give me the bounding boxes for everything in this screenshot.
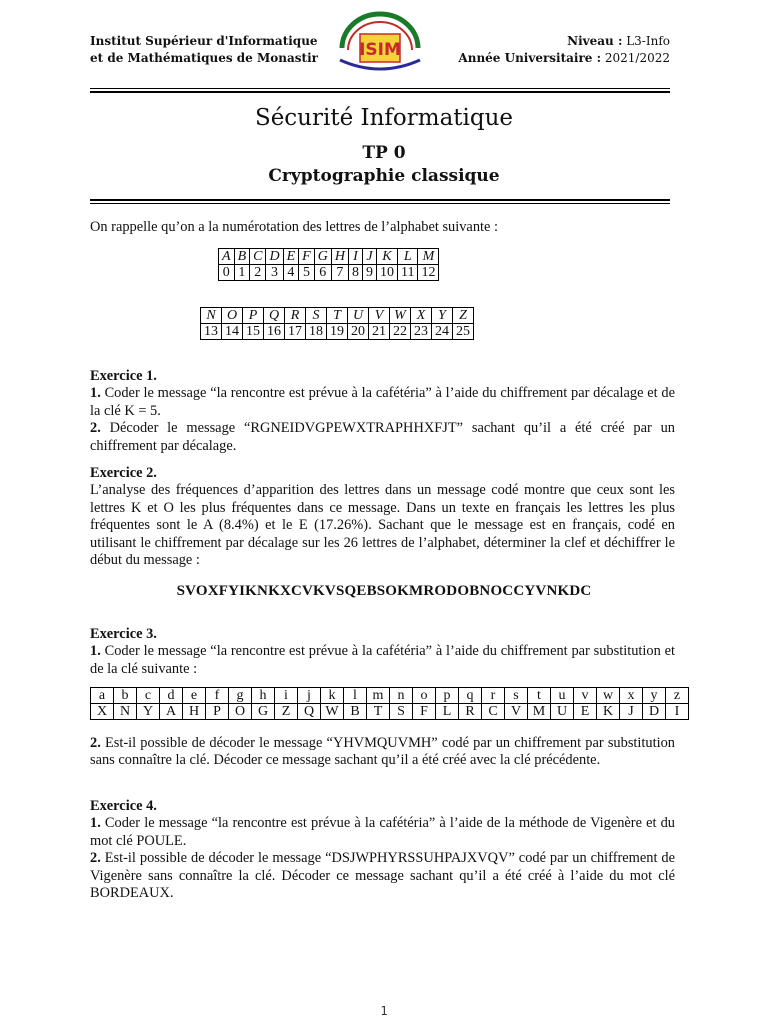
plain-row — [91, 688, 689, 704]
table-cell: K — [597, 704, 620, 720]
table-cell: y — [643, 688, 666, 704]
table-cell: 4 — [283, 265, 299, 281]
q-number: 1. — [90, 385, 101, 402]
letters-row — [201, 308, 474, 324]
table-cell: I — [348, 249, 362, 265]
table-cell: G — [252, 704, 275, 720]
table-cell: O — [222, 308, 243, 324]
table-cell: u — [551, 688, 574, 704]
table-cell: 7 — [331, 265, 348, 281]
table-cell: l — [344, 688, 367, 704]
table-cell: E — [574, 704, 597, 720]
table-cell: 19 — [327, 324, 348, 340]
table-cell: 25 — [453, 324, 474, 340]
table-cell: Q — [264, 308, 285, 324]
table-cell: h — [252, 688, 275, 704]
table-cell: 15 — [243, 324, 264, 340]
table-cell: 1 — [234, 265, 250, 281]
table-cell: w — [597, 688, 620, 704]
table-cell: 17 — [285, 324, 306, 340]
letters-row — [219, 249, 439, 265]
table-cell: W — [390, 308, 411, 324]
table-cell: 20 — [348, 324, 369, 340]
table-cell: b — [114, 688, 137, 704]
table-cell: X — [91, 704, 114, 720]
table-cell: X — [411, 308, 432, 324]
table-cell: P — [243, 308, 264, 324]
table-cell: J — [362, 249, 376, 265]
table-cell: 13 — [201, 324, 222, 340]
table-cell: z — [666, 688, 689, 704]
table-cell: 22 — [390, 324, 411, 340]
table-cell: 10 — [376, 265, 397, 281]
table-cell: Z — [453, 308, 474, 324]
isim-logo — [330, 8, 430, 78]
table-cell: N — [201, 308, 222, 324]
table-cell: 6 — [314, 265, 331, 281]
q-number: 1. — [90, 815, 101, 832]
table-cell: f — [206, 688, 229, 704]
table-cell: 3 — [266, 265, 283, 281]
table-cell: I — [666, 704, 689, 720]
table-cell: D — [266, 249, 283, 265]
table-cell: Y — [137, 704, 160, 720]
table-cell: W — [321, 704, 344, 720]
table-cell: G — [314, 249, 331, 265]
table-cell: Z — [275, 704, 298, 720]
table-cell: T — [367, 704, 390, 720]
table-cell: i — [275, 688, 298, 704]
table-cell: A — [160, 704, 183, 720]
table-cell: s — [505, 688, 528, 704]
table-cell: O — [229, 704, 252, 720]
exercise-2 — [90, 465, 675, 569]
header-rule-top — [90, 88, 670, 89]
table-cell: r — [482, 688, 505, 704]
q-text: Coder le message “la rencontre est prévue à la cafétéria” à l’aide de la méthode de Vigenère et du mot clé POULE. — [90, 815, 675, 849]
table-cell: L — [436, 704, 459, 720]
q-text: Est-il possible de décoder le message “YHVMQUVMH” codé par un chiffrement par substitution sans connaître la clé. Décoder ce message sachant qu’il a été créé avec la clé précédente. — [90, 735, 675, 769]
exercise-4-heading: Exercice 4. — [90, 798, 157, 814]
q-text: Est-il possible de décoder le message “DSJWPHYRSSUHPAJXVQV” codé par un chiffrement de Vigenère sans connaître la clé. Décoder ce message sachant qu’il a été créé à l’aide du mot clé BORDEAUX. — [90, 850, 675, 902]
table-cell: T — [327, 308, 348, 324]
tp-number: TP 0 — [362, 143, 406, 163]
table-cell: 21 — [369, 324, 390, 340]
q-text: Décoder le message “RGNEIDVGPEWXTRAPHHXFJT” sachant qu’il a été créé par un chiffrement par décalage. — [90, 420, 675, 454]
exercise-3-part-2 — [90, 735, 675, 770]
table-cell: U — [348, 308, 369, 324]
table-cell: L — [397, 249, 417, 265]
intro-text: On rappelle qu’on a la numérotation des lettres de l’alphabet suivante : — [90, 219, 498, 235]
table-cell: Q — [298, 704, 321, 720]
exercise-4-q1 — [90, 815, 675, 850]
exercise-1-q1 — [90, 385, 675, 420]
table-cell: M — [418, 249, 439, 265]
table-cell: e — [183, 688, 206, 704]
table-cell: m — [367, 688, 390, 704]
table-cell: d — [160, 688, 183, 704]
table-cell: t — [528, 688, 551, 704]
exercise-3-q2 — [90, 735, 675, 770]
niveau-line — [458, 33, 670, 50]
table-cell: A — [219, 249, 235, 265]
exercise-3-heading: Exercice 3. — [90, 626, 157, 642]
table-cell: 0 — [219, 265, 235, 281]
table-cell: D — [643, 704, 666, 720]
table-cell: U — [551, 704, 574, 720]
table-cell: 9 — [362, 265, 376, 281]
table-cell: 12 — [418, 265, 439, 281]
table-cell: v — [574, 688, 597, 704]
table-cell: R — [285, 308, 306, 324]
institute-line-2: et de Mathématiques de Monastir — [90, 51, 318, 65]
table-cell: 2 — [250, 265, 266, 281]
niveau-label: Niveau : — [567, 34, 623, 48]
table-cell: p — [436, 688, 459, 704]
table-cell: S — [390, 704, 413, 720]
institute-line-1: Institut Supérieur d'Informatique — [90, 34, 318, 48]
table-cell: H — [183, 704, 206, 720]
table-cell: M — [528, 704, 551, 720]
course-info — [458, 33, 670, 67]
tp-subtitle: Cryptographie classique — [268, 166, 500, 186]
table-cell: c — [137, 688, 160, 704]
table-cell: Y — [432, 308, 453, 324]
table-cell: n — [390, 688, 413, 704]
exercise-1-heading: Exercice 1. — [90, 368, 157, 384]
numbers-row — [201, 324, 474, 340]
table-cell: k — [321, 688, 344, 704]
key-row — [91, 704, 689, 720]
table-cell: a — [91, 688, 114, 704]
q-number: 2. — [90, 735, 101, 751]
numbers-row — [219, 265, 439, 281]
table-cell: H — [331, 249, 348, 265]
table-cell: 14 — [222, 324, 243, 340]
q-number: 2. — [90, 850, 101, 867]
q-number: 2. — [90, 420, 101, 437]
table-cell: x — [620, 688, 643, 704]
table-cell: E — [283, 249, 299, 265]
table-cell: 5 — [299, 265, 315, 281]
exercise-2-heading: Exercice 2. — [90, 465, 157, 481]
q-text: Coder le message “la rencontre est prévue à la cafétéria” à l’aide du chiffrement par décalage et de la clé K = 5. — [90, 385, 675, 419]
table-cell: 23 — [411, 324, 432, 340]
table-cell: 8 — [348, 265, 362, 281]
alphabet-table-1 — [218, 248, 439, 281]
table-cell: S — [306, 308, 327, 324]
institute-name — [90, 33, 318, 67]
exercise-1-q2 — [90, 420, 675, 455]
title-rule-top — [90, 199, 670, 201]
table-cell: 11 — [397, 265, 417, 281]
table-cell: B — [344, 704, 367, 720]
table-cell: N — [114, 704, 137, 720]
exercise-3-q1 — [90, 643, 675, 678]
table-cell: q — [459, 688, 482, 704]
table-cell: B — [234, 249, 250, 265]
title-rule-bottom — [90, 203, 670, 204]
table-cell: P — [206, 704, 229, 720]
page-number: 1 — [380, 1004, 388, 1018]
table-cell: 24 — [432, 324, 453, 340]
q-number: 1. — [90, 643, 101, 660]
annee-line — [458, 50, 670, 67]
substitution-key-table — [90, 687, 689, 720]
exercise-4 — [90, 798, 675, 902]
exercise-2-ciphertext: SVOXFYIKNKXCVKVSQEBSOKMRODOBNOCCYVNKDC — [176, 583, 592, 599]
document-title: Sécurité Informatique — [254, 105, 514, 131]
exercise-2-text: L’analyse des fréquences d’apparition des lettres dans un message codé montre que ceux sont les lettres K et O les plus fréquentes dans ce message. Dans un texte en français les lettres les plus fréquentes sont le A (8.4%) et le E (17.26%). Sachant que le message est en français, codé en utilisant le chiffrement par décalage sur les 26 lettres de l’alphabet, déterminer la clef et déchiffrer le début du message : — [90, 482, 675, 569]
svg-text:ISIM: ISIM — [359, 40, 401, 60]
table-cell: F — [413, 704, 436, 720]
table-cell: C — [482, 704, 505, 720]
table-cell: R — [459, 704, 482, 720]
q-text: Coder le message “la rencontre est prévue à la cafétéria” à l’aide du chiffrement par substitution et de la clé suivante : — [90, 643, 675, 677]
exercise-3 — [90, 626, 675, 678]
annee-value: 2021/2022 — [604, 51, 670, 65]
table-cell: 18 — [306, 324, 327, 340]
table-cell: 16 — [264, 324, 285, 340]
niveau-value: L3-Info — [626, 34, 670, 48]
table-cell: V — [369, 308, 390, 324]
table-cell: g — [229, 688, 252, 704]
table-cell: J — [620, 704, 643, 720]
table-cell: o — [413, 688, 436, 704]
exercise-4-q2 — [90, 850, 675, 902]
table-cell: C — [250, 249, 266, 265]
annee-label: Année Universitaire : — [458, 51, 602, 65]
table-cell: j — [298, 688, 321, 704]
header-rule-bottom — [90, 91, 670, 93]
exercise-1 — [90, 368, 675, 455]
table-cell: K — [376, 249, 397, 265]
table-cell: F — [299, 249, 315, 265]
alphabet-table-2 — [200, 307, 474, 340]
table-cell: V — [505, 704, 528, 720]
